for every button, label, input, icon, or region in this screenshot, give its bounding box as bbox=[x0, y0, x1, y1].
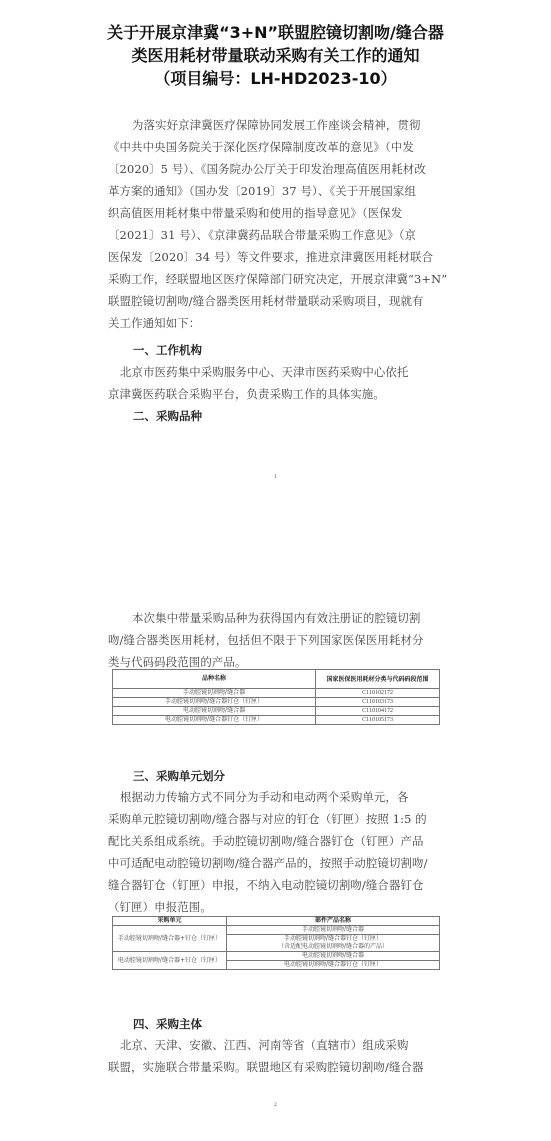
section3-paragraph bbox=[108, 786, 444, 918]
section3-line: 缝合器钉仓（钉匣）申报，不纳入电动腔镜切割吻/缝合器钉仓 bbox=[108, 878, 424, 892]
section3-line: 配比关系组成系统。手动腔镜切割吻/缝合器钉仓（钉匣）产品 bbox=[108, 834, 424, 848]
intro-line: 革方案的通知》（国办发〔2019〕37 号）、《关于开展国家组 bbox=[108, 184, 417, 198]
section4-line: 联盟，实施联合带量采购。联盟地区有采购腔镜切割吻/缝合器 bbox=[108, 1060, 424, 1074]
section3-line: 根据动力传输方式不同分为手动和电动两个采购单元，各 bbox=[120, 790, 409, 804]
table-cell-unit: 手动腔镜切割吻/缝合器+钉仓（钉匣） bbox=[113, 926, 227, 952]
table-row bbox=[113, 926, 440, 935]
section4-paragraph bbox=[108, 1034, 444, 1078]
table-header-cell: 采购单元 bbox=[113, 917, 227, 926]
section3-line: 采购单元腔镜切割吻/缝合器与对应的钉仓（钉匣）按照 1:5 的 bbox=[108, 812, 427, 826]
section1-paragraph bbox=[108, 361, 444, 405]
section3-line: （钉匣）申报范围。 bbox=[108, 900, 212, 914]
intro-paragraph bbox=[108, 114, 448, 334]
intro-line: 联盟腔镜切割吻/缝合器类医用耗材带量联动采购项目，现就有 bbox=[108, 294, 424, 308]
table-cell-part: 电动腔镜切割吻/缝合器钉仓（钉匣） bbox=[226, 961, 439, 970]
table-header-cell: 国家医保医用耗材分类与代码码段范围 bbox=[316, 670, 440, 689]
section1-line: 京津冀医药联合采购平台，负责采购工作的具体实施。 bbox=[108, 387, 385, 401]
intro-line: 《中共中央国务院关于深化医疗保障制度改革的意见》（中发 bbox=[108, 140, 414, 154]
table-header-row bbox=[113, 917, 440, 926]
table-cell-part: 电动腔镜切割吻/缝合器 bbox=[226, 952, 439, 961]
table-row bbox=[113, 707, 440, 716]
table-cell-unit: 电动腔镜切割吻/缝合器+钉仓（钉匣） bbox=[113, 952, 227, 970]
section4-line: 北京、天津、安徽、江西、河南等省（直辖市）组成采购 bbox=[120, 1038, 409, 1052]
section-heading-procurement-units: 三、采购单元划分 bbox=[133, 769, 225, 783]
intro-line: 织高值医用耗材集中带量采购和使用的指导意见》（医保发 bbox=[108, 206, 403, 220]
table-header-cell: 部件产品名称 bbox=[226, 917, 439, 926]
table-cell-variety: 电动腔镜切割吻/缝合器钉仓（钉匣） bbox=[113, 716, 316, 725]
intro-line: 采购工作，经联盟地区医疗保障部门研究决定，开展京津冀“3+N” bbox=[108, 272, 448, 286]
section-heading-procurement-entities: 四、采购主体 bbox=[133, 1017, 202, 1031]
section-heading-work-organization: 一、工作机构 bbox=[133, 343, 202, 357]
table-cell-part-note: （含适配电动腔镜切割吻/缝合器的产品） bbox=[226, 943, 439, 952]
table-cell-code: C110103173 bbox=[316, 698, 440, 707]
table-cell-part: 手动腔镜切割吻/缝合器 bbox=[226, 926, 439, 935]
document-title-line-1: 关于开展京津冀“3+N”联盟腔镜切割吻/缝合器 bbox=[107, 23, 444, 42]
section-heading-procurement-varieties: 二、采购品种 bbox=[133, 409, 202, 423]
page-number: 1 bbox=[273, 474, 278, 480]
table-cell-part: 手动腔镜切割吻/缝合器钉仓（钉匣） bbox=[226, 935, 439, 944]
table-row bbox=[113, 952, 440, 961]
table-cell-code: C110102172 bbox=[316, 689, 440, 698]
table-row bbox=[113, 698, 440, 707]
section1-line: 北京市医药集中采购服务中心、天津市医药采购中心依托 bbox=[120, 365, 409, 379]
section2-paragraph bbox=[108, 607, 444, 673]
intro-line: 〔2021〕31 号）、《京津冀药品联合带量采购工作意见》（京 bbox=[108, 228, 417, 242]
table-header-cell: 品种名称 bbox=[113, 670, 316, 689]
table-row bbox=[113, 689, 440, 698]
variety-code-table bbox=[112, 669, 440, 725]
table-cell-variety: 手动腔镜切割吻/缝合器 bbox=[113, 689, 316, 698]
document-title-line-2: 类医用耗材带量联动采购有关工作的通知 bbox=[131, 46, 420, 65]
table-cell-code: C110104172 bbox=[316, 707, 440, 716]
section3-line: 中可适配电动腔镜切割吻/缝合器产品的，按照手动腔镜切割吻/ bbox=[108, 856, 428, 870]
intro-line: 〔2020〕5 号）、《国务院办公厅关于印发治理高值医用耗材改 bbox=[108, 162, 426, 176]
intro-line: 为落实好京津冀医疗保障协同发展工作座谈会精神，贯彻 bbox=[132, 118, 421, 132]
procurement-unit-table bbox=[112, 916, 440, 970]
table-row bbox=[113, 716, 440, 725]
section2-line: 本次集中带量采购品种为获得国内有效注册证的腔镜切割 bbox=[132, 611, 421, 625]
section2-line: 吻/缝合器类医用耗材，包括但不限于下列国家医保医用耗材分 bbox=[108, 633, 424, 647]
table-cell-variety: 电动腔镜切割吻/缝合器 bbox=[113, 707, 316, 716]
table-header-row bbox=[113, 670, 440, 689]
page-number: 2 bbox=[273, 1102, 278, 1108]
table-cell-code: C110105173 bbox=[316, 716, 440, 725]
table-cell-variety: 手动腔镜切割吻/缝合器钉仓（钉匣） bbox=[113, 698, 316, 707]
intro-line: 医保发〔2020〕34 号）等文件要求，推进京津冀医用耗材联合 bbox=[108, 250, 434, 264]
section2-line: 类与代码码段范围的产品。 bbox=[108, 655, 247, 669]
intro-line: 关工作通知如下： bbox=[108, 316, 201, 330]
document-project-number: （项目编号：LH-HD2023-10） bbox=[154, 69, 397, 88]
